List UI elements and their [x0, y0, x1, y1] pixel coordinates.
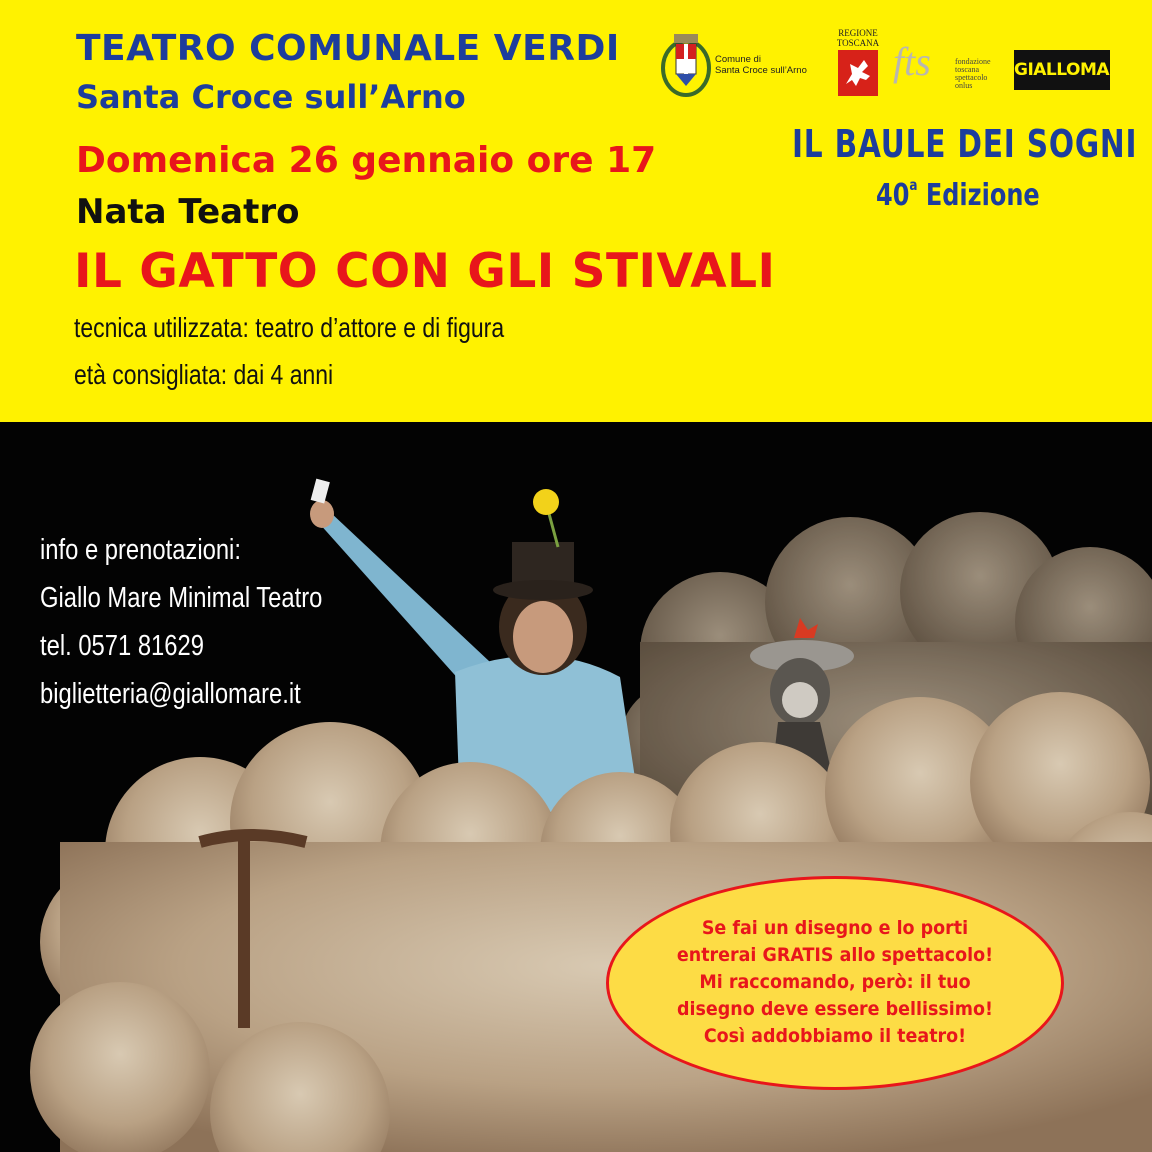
fts-line4: onlus	[955, 81, 973, 90]
drawing-promo-bubble	[606, 876, 1064, 1090]
edition-sup: a	[909, 176, 918, 194]
info-email[interactable]: biglietteria@giallomare.it	[40, 678, 301, 710]
venue-city: Santa Croce sull’Arno	[76, 78, 466, 116]
pegasus-icon	[838, 50, 878, 96]
comune-text	[715, 54, 807, 76]
fts-line3: spettacolo	[955, 73, 988, 82]
edition-label: Edizione	[917, 178, 1040, 213]
bubble-line: Se fai un disegno e lo porti	[701, 917, 969, 939]
technique-text: tecnica utilizzata: teatro d’attore e di figura	[74, 312, 505, 343]
festival-edition	[876, 178, 1040, 213]
regione-line2: TOSCANA	[836, 38, 880, 48]
comune-logo	[660, 30, 830, 100]
venue-title: TEATRO COMUNALE VERDI	[76, 28, 620, 69]
festival-name: IL BAULE DEI SOGNI	[792, 122, 1138, 166]
regione-line1: REGIONE	[838, 28, 878, 38]
fts-line2: toscana	[955, 65, 979, 74]
giallomare-logo-text: GIALLOMARE	[1014, 60, 1133, 80]
fts-line1: fondazione	[955, 57, 991, 66]
regione-toscana-logo	[830, 28, 886, 100]
info-org: Giallo Mare Minimal Teatro	[40, 582, 323, 614]
comune-line1: Comune di	[715, 54, 761, 65]
header-band	[0, 0, 1152, 422]
edition-number: 40	[876, 178, 910, 213]
age-text: età consigliata: dai 4 anni	[74, 359, 334, 390]
bubble-line: Mi raccomando, però: il tuo	[699, 971, 971, 993]
event-date: Domenica 26 gennaio ore 17	[76, 140, 657, 181]
comune-crest-icon	[660, 30, 712, 100]
bubble-line: disegno deve essere bellissimo!	[677, 998, 993, 1020]
fts-mark: fts	[893, 39, 931, 84]
fts-text	[955, 58, 991, 90]
bubble-line: Così addobbiamo il teatro!	[703, 1025, 967, 1047]
company-name: Nata Teatro	[76, 192, 300, 232]
show-title: IL GATTO CON GLI STIVALI	[74, 244, 776, 299]
info-phone[interactable]: tel. 0571 81629	[40, 630, 204, 662]
info-heading: info e prenotazioni:	[40, 534, 241, 566]
giallomare-logo	[1014, 50, 1133, 90]
bubble-line: entrerai GRATIS allo spettacolo!	[676, 944, 994, 966]
comune-line2: Santa Croce sull’Arno	[715, 65, 807, 76]
regione-text	[830, 28, 886, 48]
fts-logo	[893, 39, 1008, 94]
